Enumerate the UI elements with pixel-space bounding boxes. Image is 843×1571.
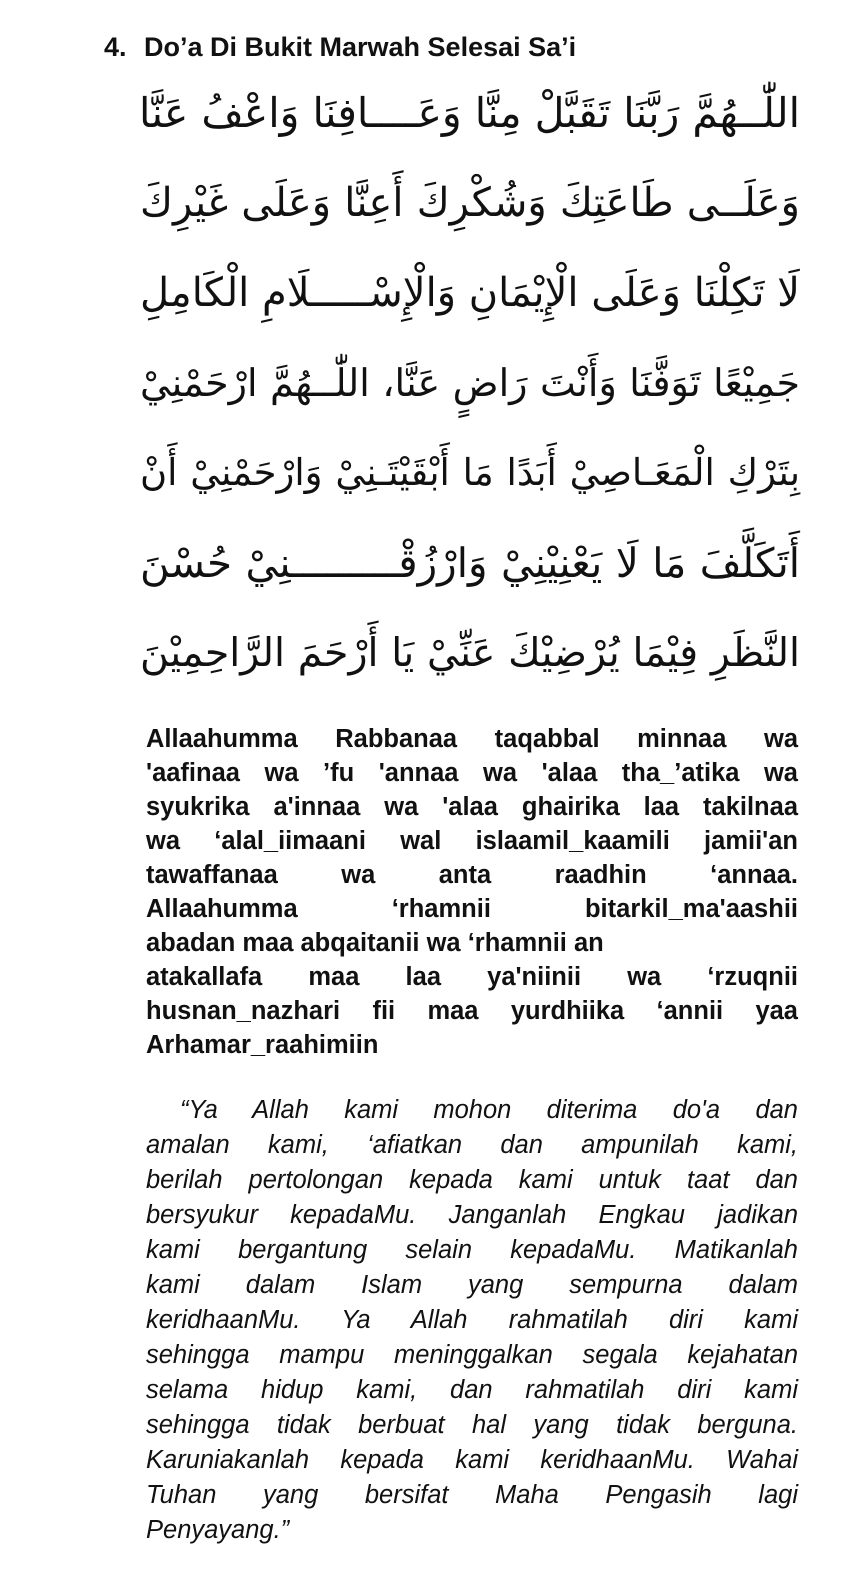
arabic-line: وَعَلَــى طَاعَتِكَ وَشُكْرِكَ أَعِنَّا وَعَلَى غَيْرِكَ [140, 180, 800, 226]
arabic-line: النَّظَرِ فِيْمَا يُرْضِيْكَ عَنِّيْ يَا أَرْحَمَ الرَّاحِمِيْنَ [140, 630, 800, 676]
arabic-line: جَمِيْعًا تَوَفَّنَا وَأَنْتَ رَاضٍ عَنَّا، اللّٰــهُمَّ ارْحَمْنِيْ [140, 361, 800, 405]
transliteration-line: wa ‘alal_iimaani wal islaamil_kaamili jamii'an [146, 827, 798, 855]
transliteration-line: Allaahumma ‘rhamnii bitarkil_ma'aashii [146, 895, 798, 923]
transliteration-line: Allaahumma Rabbanaa taqabbal minnaa wa [146, 725, 798, 753]
transliteration-text [146, 722, 798, 1062]
translation-line: Penyayang.” [146, 1516, 290, 1544]
translation-text [146, 1093, 798, 1548]
translation-line: kami dalam Islam yang sempurna dalam [146, 1271, 798, 1299]
transliteration-line: Arhamar_raahimiin [146, 1031, 379, 1059]
translation-line: sehingga tidak berbuat hal yang tidak berguna. [146, 1411, 798, 1439]
translation-line: bersyukur kepadaMu. Janganlah Engkau jadikan [146, 1201, 798, 1229]
transliteration-line: 'aafinaa wa ’fu 'annaa wa 'alaa tha_’atika wa [146, 759, 798, 787]
translation-line: amalan kami, ‘afiatkan dan ampunilah kami, [146, 1131, 798, 1159]
translation-line: keridhaanMu. Ya Allah rahmatilah diri kami [146, 1306, 798, 1334]
translation-line: selama hidup kami, dan rahmatilah diri kami [146, 1376, 798, 1404]
translation-line: Tuhan yang bersifat Maha Pengasih lagi [146, 1481, 798, 1509]
arabic-line: لَا تَكِلْنَا وَعَلَى الْإِيْمَانِ وَالْإِسْـــــلَامِ الْكَامِلِ [140, 270, 800, 316]
arabic-line: بِتَرْكِ الْمَعَـاصِيْ أَبَدًا مَا أَبْقَيْتَـنِيْ وَارْحَمْنِيْ أَنْ [140, 451, 800, 494]
transliteration-line: syukrika a'innaa wa 'alaa ghairika laa takilnaa [146, 793, 798, 821]
section-number: 4. [104, 32, 127, 62]
translation-line: “Ya Allah kami mohon diterima do'a dan [180, 1096, 798, 1124]
transliteration-line: atakallafa maa laa ya'niinii wa ‘rzuqnii [146, 963, 798, 991]
transliteration-line: tawaffanaa wa anta raadhin ‘annaa. [146, 861, 798, 889]
arabic-line: أَتَكَلَّفَ مَا لَا يَعْنِيْنِيْ وَارْزُقْـــــــــنِيْ حُسْنَ [140, 539, 800, 587]
translation-line: berilah pertolongan kepada kami untuk taat dan [146, 1166, 798, 1194]
transliteration-line: husnan_nazhari fii maa yurdhiika ‘annii yaa [146, 997, 798, 1025]
section-title: Do’a Di Bukit Marwah Selesai Sa’i [144, 32, 577, 62]
translation-line: sehingga mampu meninggalkan segala kejahatan [146, 1341, 798, 1369]
translation-line: Karuniakanlah kepada kami keridhaanMu. Wahai [146, 1446, 798, 1474]
arabic-line: اللّٰــهُمَّ رَبَّنَا تَقَبَّلْ مِنَّا وَعَــــافِنَا وَاعْفُ عَنَّا [138, 89, 800, 137]
transliteration-line: abadan maa abqaitanii wa ‘rhamnii an [146, 929, 604, 957]
translation-line: kami bergantung selain kepadaMu. Matikanlah [146, 1236, 798, 1264]
arabic-prayer-text [140, 68, 800, 698]
section-heading [104, 30, 576, 64]
